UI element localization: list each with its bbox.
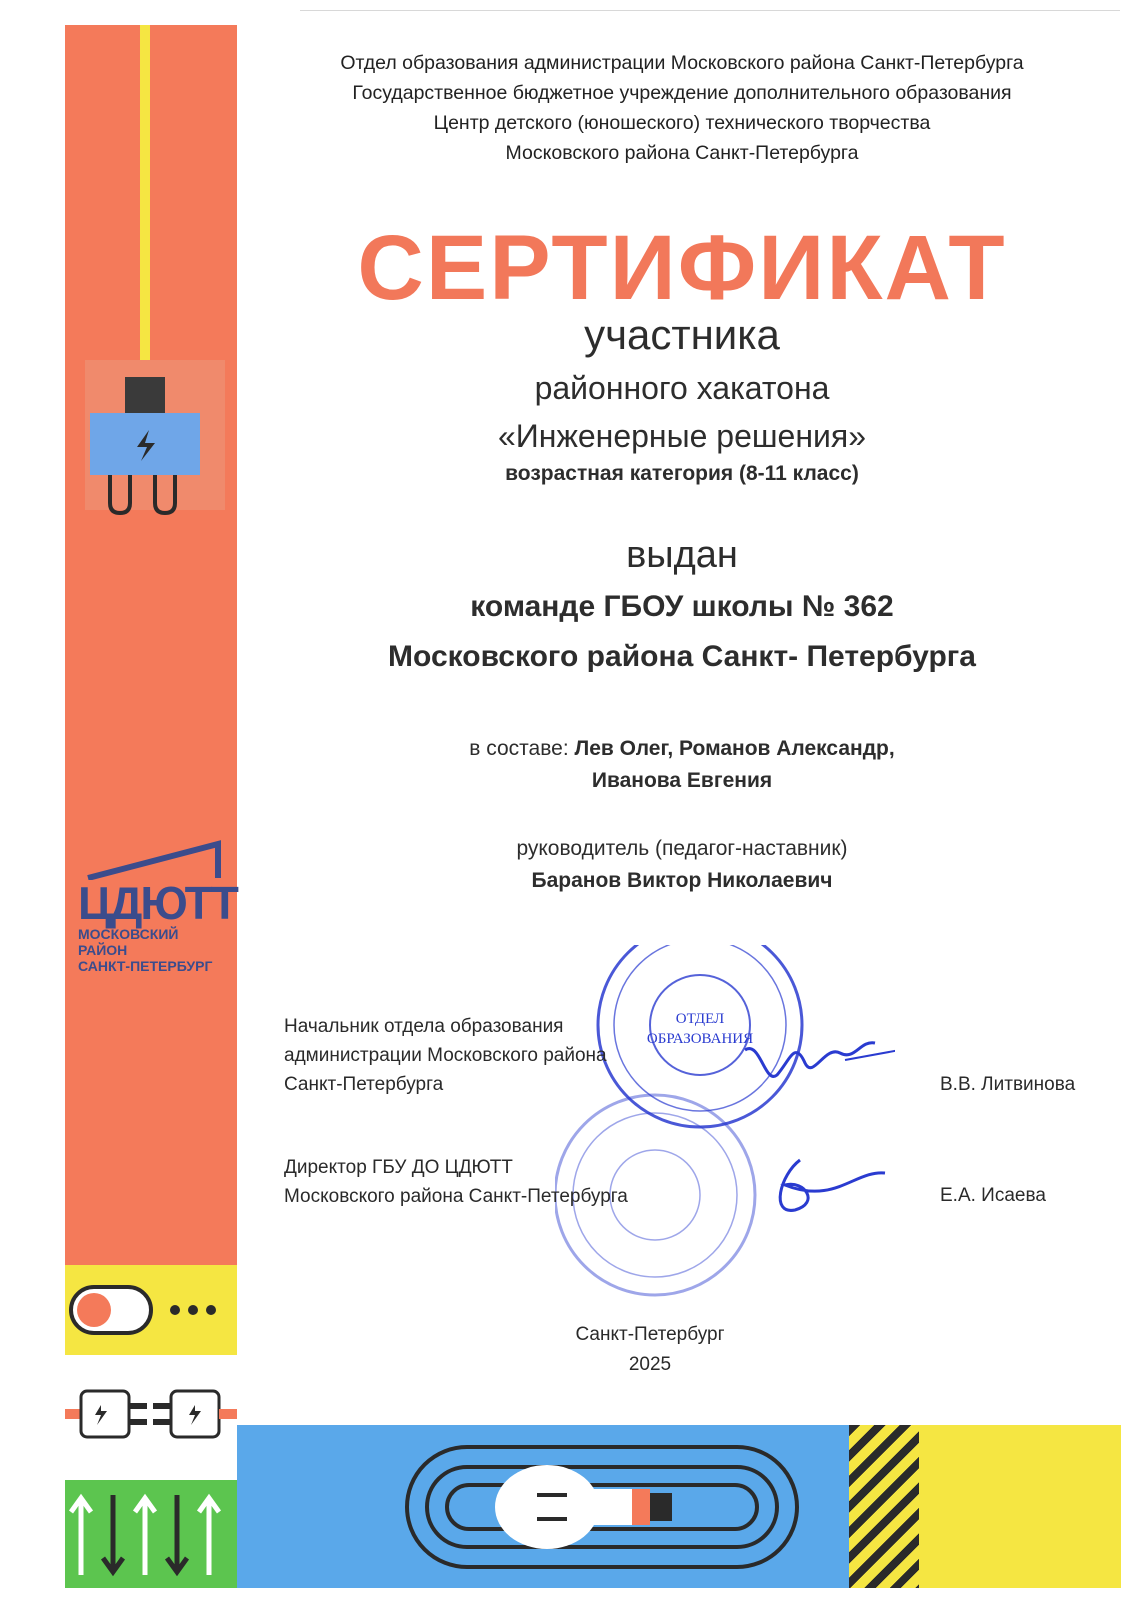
team-line-2: Московского района Санкт- Петербурга: [388, 640, 976, 673]
plug-socket-icon: [65, 1383, 237, 1443]
mentor-label: руководитель (педагог-наставник): [516, 837, 848, 860]
switch-panel: [65, 1265, 237, 1355]
footer-city: Санкт-Петербург: [575, 1324, 725, 1345]
header-line-4: Московского района Санкт-Петербурга: [505, 142, 859, 164]
header-line-2: Государственное бюджетное учреждение дополнительного образования: [352, 82, 1012, 104]
signatory-1-line-1: Начальник отдела образования: [284, 1016, 564, 1037]
team-line-1: команде ГБОУ школы № 362: [470, 590, 894, 623]
age-category: возрастная категория (8-11 класс): [505, 462, 859, 485]
arrows-icon: [65, 1480, 237, 1588]
members-line-2: Иванова Евгения: [591, 769, 773, 792]
certificate-title: СЕРТИФИКАТ: [357, 217, 1007, 319]
signatory-2-line-1: Директор ГБУ ДО ЦДЮТТ: [284, 1157, 513, 1178]
bulb-panel: [237, 1425, 849, 1588]
signatory-1-line-3: Санкт-Петербурга: [284, 1074, 444, 1095]
team-members: [262, 733, 1102, 797]
top-rule: [300, 10, 1120, 11]
header-line-3: Центр детского (юношеского) технического творчества: [433, 112, 931, 134]
stamp-center-2: ОБРАЗОВАНИЯ: [646, 1031, 754, 1047]
logo-roof-icon: [78, 840, 228, 880]
arrows-panel: [65, 1480, 237, 1588]
signatory-1-title: [284, 1012, 684, 1099]
cdutt-logo: [78, 840, 237, 974]
signatory-1-name: В.В. Литвинова: [940, 1074, 1076, 1095]
stamp-center-1: ОТДЕЛ: [675, 1011, 725, 1027]
header-line-1: Отдел образования администрации Московского района Санкт-Петербурга: [340, 52, 1024, 74]
mentor-name: Баранов Виктор Николаевич: [531, 869, 833, 892]
logo-line-2: САНКТ-ПЕТЕРБУРГ: [78, 958, 213, 974]
cable-plug-illustration: [65, 25, 237, 1265]
logo-mark: ЦДЮТТ: [78, 877, 237, 929]
official-stamps: [555, 945, 895, 1315]
mentor-block: [262, 833, 1102, 897]
logo-line-1: МОСКОВСКИЙ РАЙОН: [78, 926, 179, 958]
event-name: «Инженерные решения»: [497, 418, 867, 454]
issuer-header: [262, 48, 1102, 168]
signature-1: [745, 1043, 875, 1077]
hatched-panel: [849, 1425, 1121, 1588]
members-line-1: Лев Олег, Романов Александр,: [574, 737, 895, 760]
issued-label: выдан: [626, 534, 738, 576]
footer-place-date: [490, 1320, 810, 1380]
signatory-2-title: [284, 1153, 744, 1211]
footer-year: 2025: [628, 1354, 672, 1375]
members-label: в составе:: [469, 737, 569, 760]
event-line: районного хакатона: [534, 370, 830, 406]
hatch-pattern: [849, 1425, 919, 1588]
lightbulb-icon: [237, 1425, 849, 1588]
decorative-strip: [65, 25, 237, 1265]
certificate-subtitle: участника: [584, 311, 780, 358]
signatory-2-name: Е.А. Исаева: [940, 1185, 1046, 1206]
signatory-1-line-2: администрации Московского района: [284, 1045, 607, 1066]
signatory-2-line-2: Московского района Санкт-Петербурга: [284, 1186, 628, 1207]
signature-2: [780, 1160, 885, 1210]
plug-connector-row: [65, 1383, 237, 1443]
switch-icon: [65, 1265, 237, 1355]
